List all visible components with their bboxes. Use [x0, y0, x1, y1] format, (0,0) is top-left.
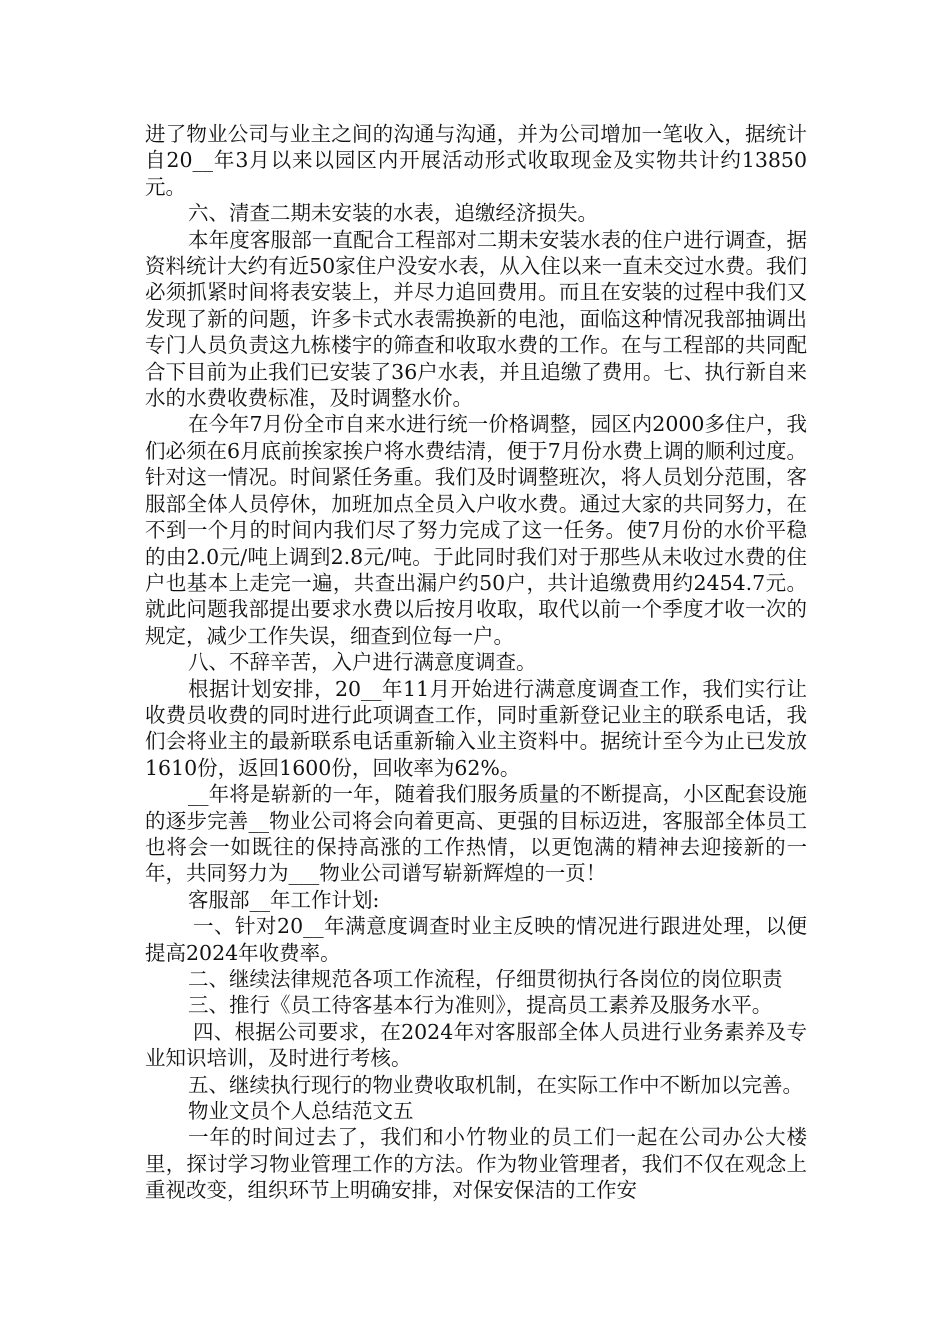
- heading-sample-five: 物业文员个人总结范文五: [188, 1099, 414, 1124]
- paragraph-satisfaction-survey: 根据计划安排，20__年11月开始进行满意度调查工作，我们实行让收费员收费的同时进行此项调查工作，同时重新登记业主的联系电话，我们会将业主的最新联系电话重新输入业主资料中。据统计至今为止已发放1610份，返回1600份，回收率为62%。: [145, 676, 807, 780]
- paragraph-water-price: 在今年7月份全市自来水进行统一价格调整，园区内2000多住户，我们必须在6月底前挨家挨户将水费结清，便于7月份水费上调的顺利过度。针对这一情况。时间紧任务重。我们及时调整班次，将人员划分范围，客服部全体人员停休，加班加点全员入户收水费。通过大家的共同努力，在不到一个月的时间内我们尽了努力完成了这一任务。使7月份的水价平稳的由2.0元/吨上调到2.8元/吨。于此同时我们对于那些从未收过水费的住户也基本上走完一遍，共查出漏户约50户，共计追缴费用约2454.7元。就此问题我部提出要求水费以后按月收取，取代以前一个季度才收一次的规定，减少工作失误，细查到位每一户。: [145, 412, 807, 648]
- plan-item-5: 五、继续执行现行的物业费收取机制，在实际工作中不断加以完善。: [188, 1072, 803, 1097]
- heading-work-plan: 客服部__年工作计划:: [188, 887, 380, 912]
- plan-item-4: 四、根据公司要求，在2024年对客服部全体人员进行业务素养及专业知识培训，及时进行考核。: [145, 1019, 807, 1071]
- paragraph-intro-continuation: 进了物业公司与业主之间的沟通与沟通，并为公司增加一笔收入，据统计自20__年3月以来以园区内开展活动形式收取现金及实物共计约13850元。: [145, 122, 807, 199]
- document-page: [145, 121, 807, 1204]
- heading-section-eight: 八、不辞辛苦，入户进行满意度调查。: [188, 650, 537, 675]
- plan-item-1: 一、针对20__年满意度调查时业主反映的情况进行跟进处理，以便提高2024年收费率。: [145, 914, 807, 965]
- paragraph-water-meter: 本年度客服部一直配合工程部对二期未安装水表的住户进行调查，据资料统计大约有近50家住户没安水表，从入住以来一直未交过水费。我们必须抓紧时间将表安装上，并尽力追回费用。而且在安装的过程中我们又发现了新的问题，许多卡式水表需换新的电池，面临这种情况我部抽调出专门人员负责这九栋楼宇的筛查和收取水费的工作。在与工程部的共同配合下目前为止我们已安装了36户水表，并且追缴了费用。七、执行新自来水的水费收费标准，及时调整水价。: [145, 227, 807, 411]
- paragraph-new-year: __年将是崭新的一年，随着我们服务质量的不断提高，小区配套设施的逐步完善__物业公司将会向着更高、更强的目标迈进，客服部全体员工也将会一如既往的保持高涨的工作热情，以更饱满的精神去迎接新的一年，共同努力为___物业公司谱写崭新辉煌的一页！: [145, 782, 807, 886]
- paragraph-summary-five: 一年的时间过去了，我们和小竹物业的员工们一起在公司办公大楼里，探讨学习物业管理工作的方法。作为物业管理者，我们不仅在观念上重视改变，组织环节上明确安排，对保安保洁的工作安: [145, 1125, 807, 1203]
- heading-section-six: 六、清查二期未安装的水表，追缴经济损失。: [188, 201, 598, 226]
- plan-item-3: 三、推行《员工待客基本行为准则》，提高员工素养及服务水平。: [188, 993, 773, 1018]
- plan-item-2: 二、继续法律规范各项工作流程，仔细贯彻执行各岗位的岗位职责: [188, 967, 783, 991]
